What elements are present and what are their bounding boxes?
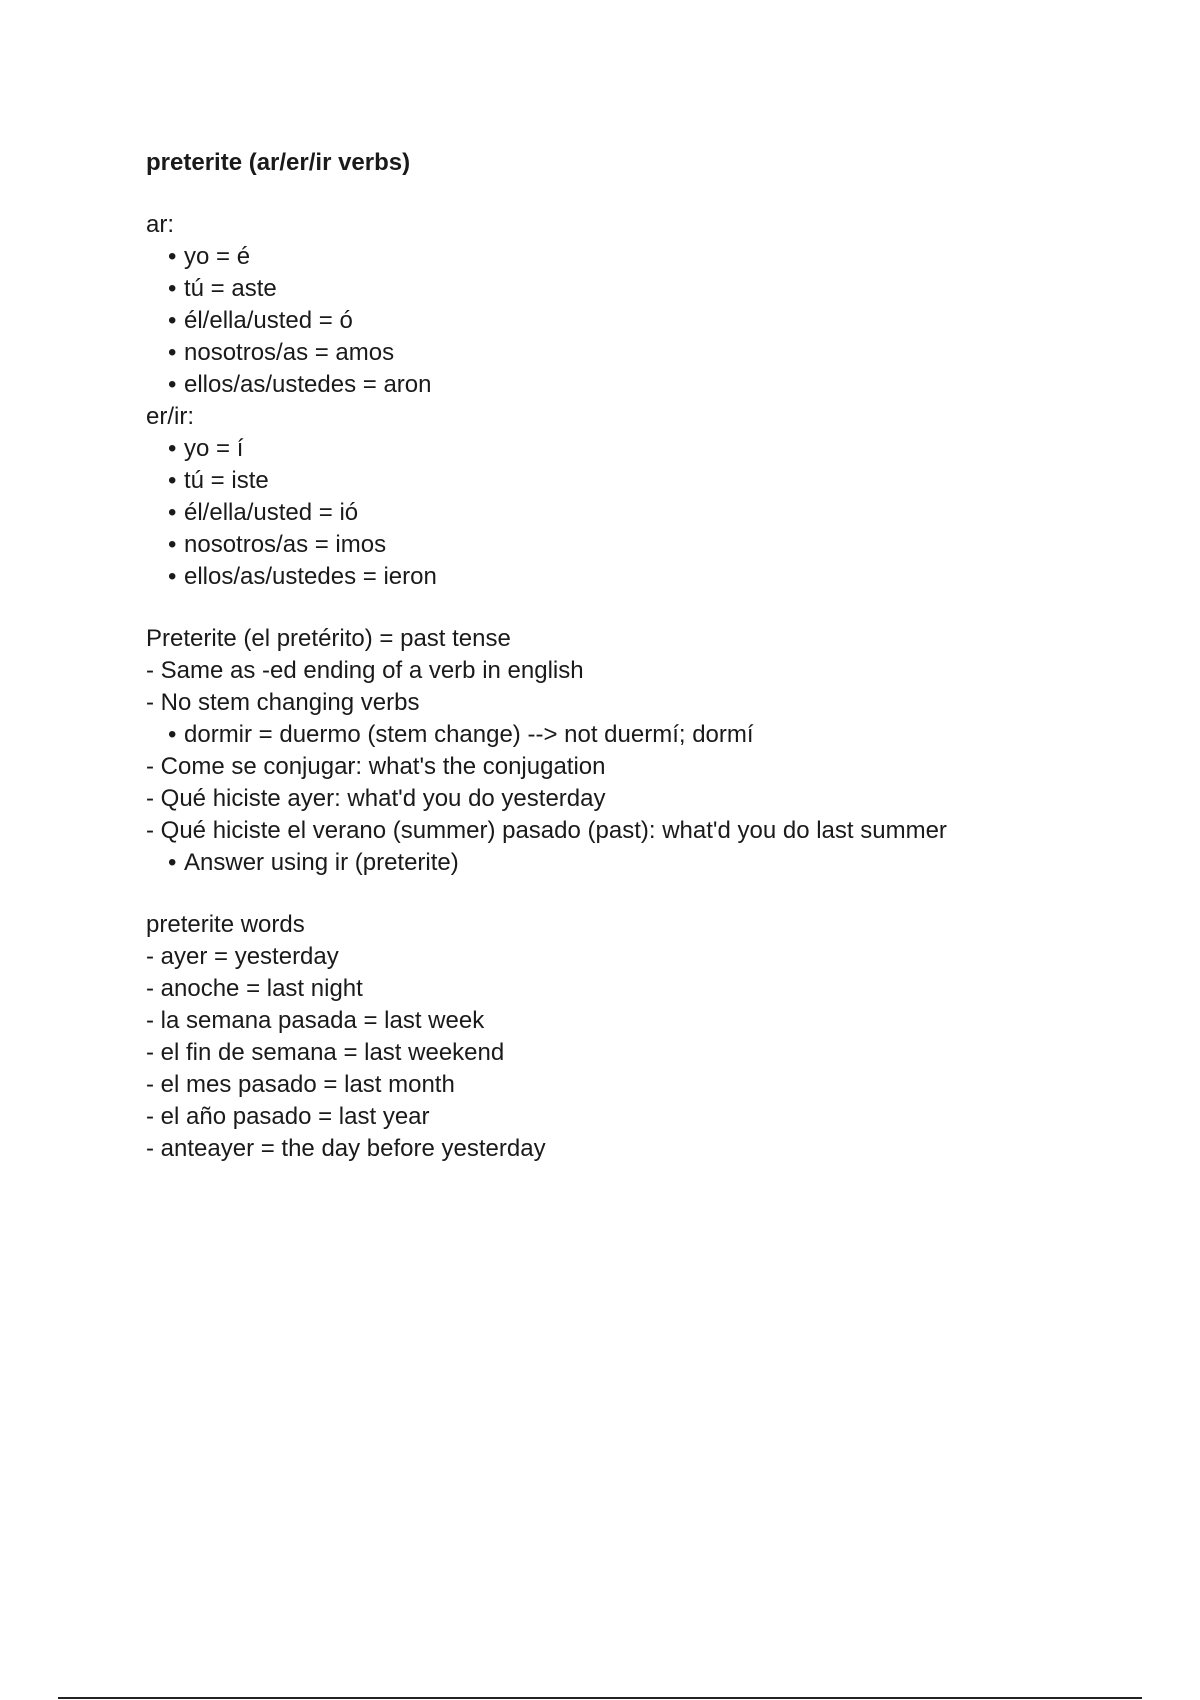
note-line: - Same as -ed ending of a verb in english <box>146 657 584 684</box>
word-item: - anoche = last night <box>146 975 363 1002</box>
note-line: - No stem changing verbs <box>146 689 420 716</box>
words-section <box>146 909 1146 1165</box>
page-bottom-rule <box>58 1697 1142 1699</box>
note-line: - Qué hiciste el verano (summer) pasado (past): what'd you do last summer <box>146 817 947 844</box>
ar-section <box>146 209 1146 401</box>
word-item: - ayer = yesterday <box>146 943 339 970</box>
note-line: - Qué hiciste ayer: what'd you do yesterday <box>146 785 606 812</box>
words-heading: preterite words <box>146 911 305 938</box>
bullet-icon: • <box>168 243 177 270</box>
list-item: • tú = iste <box>146 465 1146 497</box>
list-item: • nosotros/as = amos <box>146 337 1146 369</box>
bullet-icon: • <box>168 721 177 748</box>
list-item: • ellos/as/ustedes = ieron <box>146 561 1146 593</box>
bullet-icon: • <box>168 563 177 590</box>
note-sub-item: • dormir = duermo (stem change) --> not duermí; dormí <box>146 719 1146 751</box>
word-item: - el mes pasado = last month <box>146 1071 455 1098</box>
bullet-icon: • <box>168 371 177 398</box>
bullet-icon: • <box>168 339 177 366</box>
list-item: • nosotros/as = imos <box>146 529 1146 561</box>
word-item: - anteayer = the day before yesterday <box>146 1135 546 1162</box>
spacer <box>146 593 1146 623</box>
document-page <box>146 147 1146 1165</box>
list-item: • él/ella/usted = ió <box>146 497 1146 529</box>
bullet-icon: • <box>168 499 177 526</box>
bullet-icon: • <box>168 435 177 462</box>
ar-heading: ar: <box>146 211 175 238</box>
bullet-icon: • <box>168 467 177 494</box>
erir-heading: er/ir: <box>146 403 194 430</box>
page-title: preterite (ar/er/ir verbs) <box>146 149 411 176</box>
bullet-icon: • <box>168 307 177 334</box>
word-item: - la semana pasada = last week <box>146 1007 485 1034</box>
notes-heading: Preterite (el pretérito) = past tense <box>146 625 511 652</box>
list-item: • ellos/as/ustedes = aron <box>146 369 1146 401</box>
erir-section <box>146 401 1146 593</box>
note-line: - Come se conjugar: what's the conjugation <box>146 753 606 780</box>
word-item: - el año pasado = last year <box>146 1103 430 1130</box>
note-sub-item: • Answer using ir (preterite) <box>146 847 1146 879</box>
list-item: • yo = í <box>146 433 1146 465</box>
spacer <box>146 879 1146 909</box>
list-item: • él/ella/usted = ó <box>146 305 1146 337</box>
list-item: • yo = é <box>146 241 1146 273</box>
word-item: - el fin de semana = last weekend <box>146 1039 505 1066</box>
bullet-icon: • <box>168 531 177 558</box>
bullet-icon: • <box>168 275 177 302</box>
list-item: • tú = aste <box>146 273 1146 305</box>
notes-section <box>146 623 1146 879</box>
spacer <box>146 179 1146 209</box>
bullet-icon: • <box>168 849 177 876</box>
